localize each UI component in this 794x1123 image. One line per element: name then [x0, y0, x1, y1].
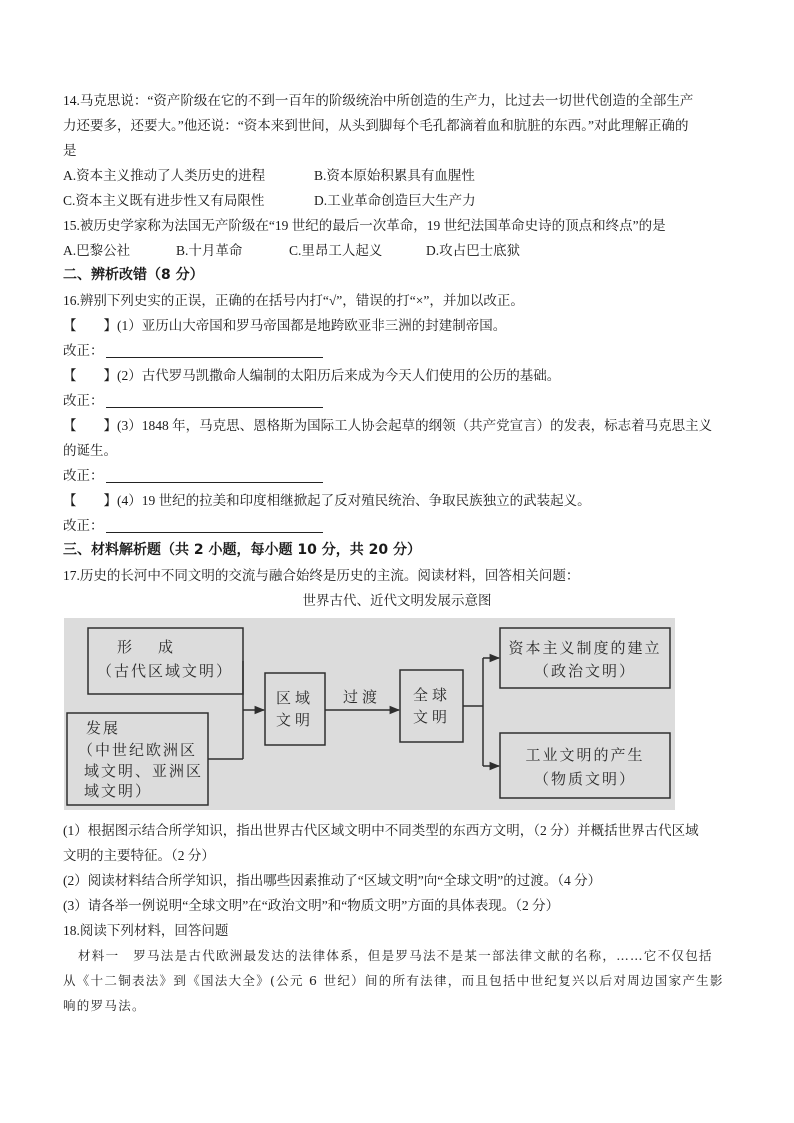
box-development-note-2: 域文明、亚洲区 — [84, 762, 204, 780]
box-regional-line-1: 区域 — [275, 689, 315, 707]
section-3-heading: 三、材料解析题（共 2 小题，每小题 10 分，共 20 分） — [63, 542, 421, 558]
box-political-label: 资本主义制度的建立 — [508, 639, 662, 657]
q16-item-3-continued: 的诞生。 — [63, 443, 117, 458]
answer-blank-line — [106, 468, 323, 483]
q15-stem: 15.被历史学家称为法国无产阶级在“19 世纪的最后一次革命，19 世纪法国革命史诗的顶点和终点”的是 — [63, 218, 666, 233]
q16-correction-3 — [63, 463, 731, 488]
q16-stem: 16.辨别下列史实的正误，正确的在括号内打“√”，错误的打“×”，并加以改正。 — [63, 293, 524, 308]
q14-option-d: D.工业革命创造巨大生产力 — [314, 193, 476, 208]
q18-material-1-line-3: 响的罗马法。 — [63, 998, 146, 1013]
q18-stem: 18.阅读下列材料，回答问题 — [63, 923, 229, 938]
civilization-development-diagram — [64, 618, 675, 810]
q14-options-row-1 — [63, 163, 731, 188]
q14-option-a: A.资本主义推动了人类历史的进程 — [63, 168, 266, 183]
q16-correction-1 — [63, 338, 731, 363]
box-formation-label: 形成 — [117, 638, 200, 656]
box-industrial-label: 工业文明的产生 — [525, 746, 645, 764]
figure-title: 世界古代、近代文明发展示意图 — [302, 593, 492, 608]
box-development-note-3: 域文明） — [84, 782, 153, 800]
q14-stem-line-1: 14.马克思说：“资产阶级在它的不到一百年的阶级统治中所创造的生产力，比过去一切世代创造的全部生产 — [63, 93, 694, 108]
box-political-note: （政治文明） — [533, 662, 637, 680]
answer-blank-line — [106, 393, 323, 408]
q17-subquestion-1-line-1: (1）根据图示结合所学知识，指出世界古代区域文明中不同类型的东西方文明，（2 分）并概括世界古代区域 — [63, 823, 699, 838]
answer-blank-line — [106, 343, 323, 358]
q15-option-a: A.巴黎公社 — [63, 243, 131, 258]
q14-option-c: C.资本主义既有进步性又有局限性 — [63, 193, 265, 208]
q16-item-1 — [63, 313, 731, 338]
correction-label: 改正： — [63, 518, 104, 533]
q15-options-row — [63, 238, 731, 263]
q17-subquestion-2: (2）阅读材料结合所学知识，指出哪些因素推动了“区域文明”向“全球文明”的过渡。（4 分） — [63, 873, 602, 888]
q14-option-b: B.资本原始积累具有血腥性 — [314, 168, 475, 183]
q14-stem-line-3: 是 — [63, 143, 77, 158]
box-development-label: 发展 — [86, 719, 121, 737]
box-global-line-1: 全球 — [412, 686, 452, 704]
q16-item-4 — [63, 488, 731, 513]
transition-label: 过渡 — [342, 688, 382, 706]
box-formation-note: （古代区域文明） — [96, 662, 234, 680]
answer-bracket: 【 】 — [63, 318, 117, 333]
answer-blank-line — [106, 518, 323, 533]
section-2-heading: 二、辨析改错（8 分） — [63, 267, 204, 283]
box-global-line-2: 文明 — [412, 708, 452, 726]
q16-correction-4 — [63, 513, 731, 538]
correction-label: 改正： — [63, 343, 104, 358]
q16-item-1-text: (1）亚历山大帝国和罗马帝国都是地跨欧亚非三洲的封建制帝国。 — [117, 318, 507, 333]
box-development-note-1: （中世纪欧洲区 — [78, 741, 198, 759]
q15-option-b: B.十月革命 — [176, 243, 243, 258]
q16-correction-2 — [63, 388, 731, 413]
q15-option-d: D.攻占巴士底狱 — [426, 243, 521, 258]
q17-subquestion-3: (3）请各举一例说明“全球文明”在“政治文明”和“物质文明”方面的具体表现。（2 分） — [63, 898, 560, 913]
q14-stem-line-2: 力还要多，还要大。”他还说：“资本来到世间，从头到脚每个毛孔都滴着血和肮脏的东西。”对此理解正确的 — [63, 118, 689, 133]
box-industrial-note: （物质文明） — [533, 770, 637, 788]
q15-option-c: C.里昂工人起义 — [289, 243, 383, 258]
answer-bracket: 【 】 — [63, 493, 117, 508]
q17-stem: 17.历史的长河中不同文明的交流与融合始终是历史的主流。阅读材料，回答相关问题： — [63, 568, 580, 583]
exam-page — [63, 88, 731, 1018]
q16-item-3-text: (3）1848 年，马克思、恩格斯为国际工人协会起草的纲领（共产党宣言）的发表，标志着马克思主义 — [117, 418, 713, 433]
q16-item-4-text: (4）19 世纪的拉美和印度相继掀起了反对殖民统治、争取民族独立的武装起义。 — [117, 493, 591, 508]
q18-material-1-line-1: 材料一 罗马法是古代欧洲最发达的法律体系，但是罗马法不是某一部法律文献的名称，……它不仅包括 — [78, 948, 713, 963]
answer-bracket: 【 】 — [63, 368, 117, 383]
q16-item-3 — [63, 413, 731, 438]
box-regional-line-2: 文明 — [275, 711, 315, 729]
q16-item-2-text: (2）古代罗马凯撒命人编制的太阳历后来成为今天人们使用的公历的基础。 — [117, 368, 561, 383]
q14-options-row-2 — [63, 188, 731, 213]
q18-material-1-line-2: 从《十二铜表法》到《国法大全》(公元 6 世纪）间的所有法律，而且包括中世纪复兴以后对周边国家产生影 — [63, 973, 724, 988]
q17-subquestion-1-line-2: 文明的主要特征。（2 分） — [63, 848, 215, 863]
correction-label: 改正： — [63, 393, 104, 408]
correction-label: 改正： — [63, 468, 104, 483]
q16-item-2 — [63, 363, 731, 388]
answer-bracket: 【 】 — [63, 418, 117, 433]
